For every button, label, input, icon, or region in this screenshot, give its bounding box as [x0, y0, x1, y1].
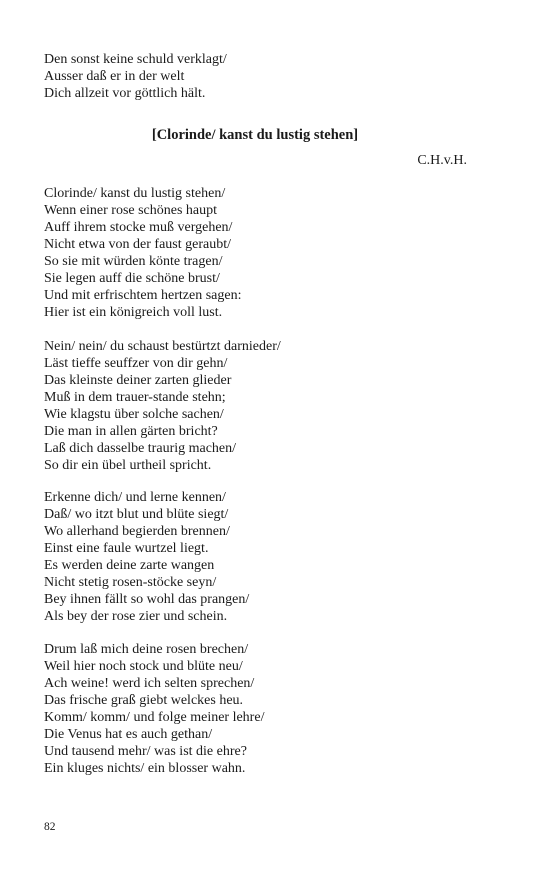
- verse-line: Nein/ nein/ du schaust bestürtzt darnieder/: [44, 339, 281, 354]
- verse-line: Einst eine faule wurtzel liegt.: [44, 541, 209, 556]
- verse-line: Die man in allen gärten bricht?: [44, 424, 218, 439]
- verse-line: Clorinde/ kanst du lustig stehen/: [44, 186, 226, 201]
- verse-line: Nicht stetig rosen-stöcke seyn/: [44, 575, 217, 590]
- verse-line: Die Venus hat es auch gethan/: [44, 727, 213, 742]
- verse-line: Nicht etwa von der faust geraubt/: [44, 237, 231, 252]
- verse-line: Das kleinste deiner zarten glieder: [44, 373, 232, 388]
- verse-line: Bey ihnen fällt so wohl das prangen/: [44, 592, 250, 607]
- verse-line: Dich allzeit vor göttlich hält.: [44, 86, 206, 101]
- poem-title: [Clorinde/ kanst du lustig stehen]: [151, 127, 359, 143]
- verse-line: Sie legen auff die schöne brust/: [44, 271, 220, 286]
- stanza-1: [44, 185, 241, 321]
- verse-line: Wenn einer rose schönes haupt: [44, 203, 218, 218]
- verse-line: Auff ihrem stocke muß vergehen/: [44, 220, 233, 235]
- verse-line: Drum laß mich deine rosen brechen/: [44, 642, 249, 657]
- verse-line: Ein kluges nichts/ ein blosser wahn.: [44, 761, 246, 776]
- verse-line: Wie klagstu über solche sachen/: [44, 407, 224, 422]
- page-number: 82: [44, 821, 56, 833]
- verse-line: Daß/ wo itzt blut und blüte siegt/: [44, 507, 229, 522]
- verse-line: Erkenne dich/ und lerne kennen/: [44, 490, 226, 505]
- verse-line: Läst tieffe seuffzer von dir gehn/: [44, 356, 228, 371]
- intro-stanza-fragment: [44, 51, 227, 102]
- verse-line: So dir ein übel urtheil spricht.: [44, 458, 212, 473]
- verse-line: Wo allerhand begierden brennen/: [44, 524, 230, 539]
- verse-line: Das frische graß giebt welckes heu.: [44, 693, 244, 708]
- stanza-3: [44, 489, 249, 625]
- verse-line: Ausser daß er in der welt: [44, 69, 185, 84]
- verse-line: Laß dich dasselbe traurig machen/: [44, 441, 237, 456]
- verse-line: Und tausend mehr/ was ist die ehre?: [44, 744, 247, 759]
- verse-line: Hier ist ein königreich voll lust.: [44, 305, 223, 320]
- verse-line: Es werden deine zarte wangen: [44, 558, 215, 573]
- verse-line: Als bey der rose zier und schein.: [44, 609, 228, 624]
- stanza-4: [44, 641, 264, 777]
- verse-line: So sie mit würden könte tragen/: [44, 254, 223, 269]
- verse-line: Ach weine! werd ich selten sprechen/: [44, 676, 255, 691]
- verse-line: Komm/ komm/ und folge meiner lehre/: [44, 710, 265, 725]
- verse-line: Muß in dem trauer-stande stehn;: [44, 390, 226, 405]
- stanza-2: [44, 338, 281, 474]
- poem-author: C.H.v.H.: [417, 153, 467, 168]
- verse-line: Weil hier noch stock und blüte neu/: [44, 659, 243, 674]
- verse-line: Den sonst keine schuld verklagt/: [44, 52, 227, 67]
- verse-line: Und mit erfrischtem hertzen sagen:: [44, 288, 242, 303]
